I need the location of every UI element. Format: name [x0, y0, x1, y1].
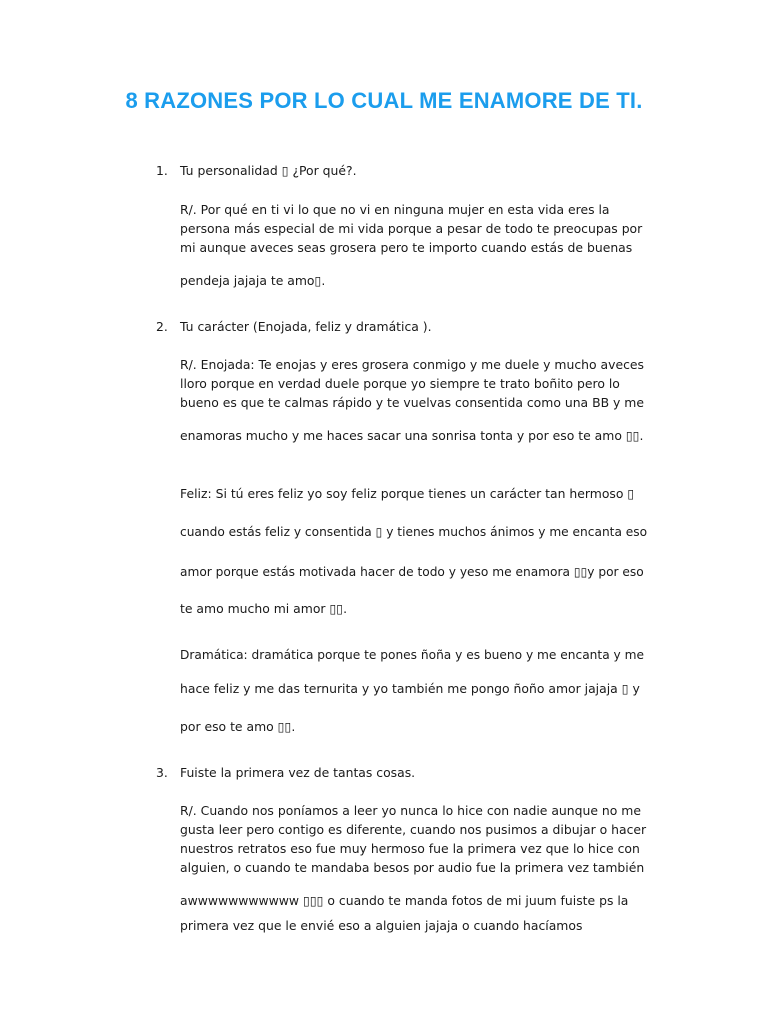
- paragraph-line: por eso te amo ▯▯.: [180, 719, 296, 734]
- item-heading: Fuiste la primera vez de tantas cosas.: [180, 765, 416, 780]
- paragraph-line: hace feliz y me das ternurita y yo también me pongo ñoño amor jajaja ▯ y: [180, 681, 640, 696]
- paragraph-line: R/. Por qué en ti vi lo que no vi en ninguna mujer en esta vida eres la: [180, 202, 610, 217]
- item-heading: Tu carácter (Enojada, feliz y dramática ).: [180, 319, 432, 334]
- document-title: 8 RAZONES POR LO CUAL ME ENAMORE DE TI.: [125, 88, 643, 113]
- paragraph-line: primera vez que le envié eso a alguien jajaja o cuando hacíamos: [180, 918, 583, 933]
- paragraph-line: lloro porque en verdad duele porque yo siempre te trato boñito pero lo: [180, 376, 620, 391]
- list-number: 1.: [156, 163, 168, 178]
- paragraph-line: mi aunque aveces seas grosera pero te importo cuando estás de buenas: [180, 240, 633, 255]
- paragraph-line: awwwwwwwwwww ▯▯▯ o cuando te manda fotos de mi juum fuiste ps la: [180, 893, 629, 908]
- paragraph-line: gusta leer pero contigo es diferente, cuando nos pusimos a dibujar o hacer: [180, 822, 647, 837]
- paragraph-line: alguien, o cuando te mandaba besos por audio fue la primera vez también: [180, 860, 645, 875]
- paragraph-line: Dramática: dramática porque te pones ñoña y es bueno y me encanta y me: [180, 648, 644, 662]
- paragraph-line: Feliz: Si tú eres feliz yo soy feliz porque tienes un carácter tan hermoso ▯: [180, 486, 635, 501]
- paragraph-line: enamoras mucho y me haces sacar una sonrisa tonta y por eso te amo ▯▯.: [180, 428, 644, 443]
- item-heading: Tu personalidad ▯ ¿Por qué?.: [180, 163, 357, 178]
- paragraph-line: persona más especial de mi vida porque a pesar de todo te preocupas por: [180, 221, 643, 236]
- paragraph-line: R/. Cuando nos poníamos a leer yo nunca lo hice con nadie aunque no me: [180, 803, 641, 818]
- paragraph-line: pendeja jajaja te amo▯.: [180, 273, 326, 288]
- paragraph-line: R/. Enojada: Te enojas y eres grosera conmigo y me duele y mucho aveces: [180, 357, 644, 372]
- list-number: 3.: [156, 765, 168, 780]
- list-number: 2.: [156, 319, 168, 334]
- paragraph-line: te amo mucho mi amor ▯▯.: [180, 601, 348, 616]
- paragraph-line: amor porque estás motivada hacer de todo y yeso me enamora ▯▯y por eso: [180, 565, 644, 579]
- paragraph-line: bueno es que te calmas rápido y te vuelvas consentida como una BB y me: [180, 395, 644, 410]
- paragraph-line: nuestros retratos eso fue muy hermoso fue la primera vez que lo hice con: [180, 841, 640, 856]
- paragraph-line: cuando estás feliz y consentida ▯ y tienes muchos ánimos y me encanta eso: [180, 525, 648, 539]
